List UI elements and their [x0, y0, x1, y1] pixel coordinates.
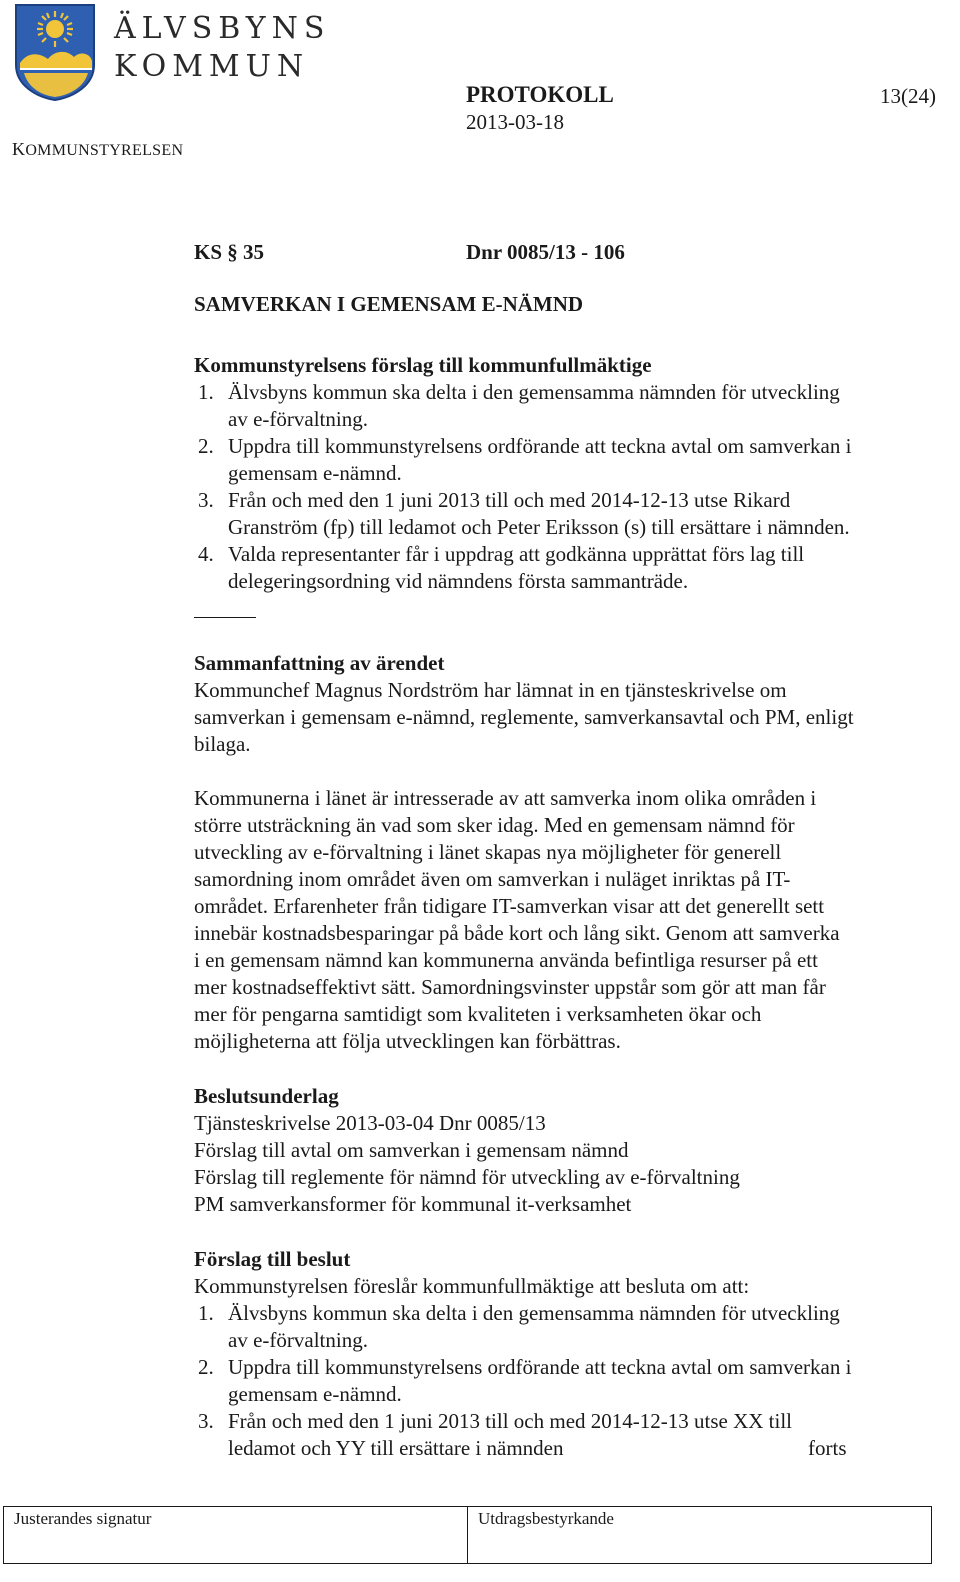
municipality-name-line-2: KOMMUN: [114, 49, 310, 84]
basis-line: Förslag till reglemente för nämnd för utveckling av e-förvaltning: [194, 1165, 740, 1189]
department-rest: OMMUNSTYRELSEN: [25, 142, 184, 159]
list-item-line: gemensam e-nämnd.: [228, 461, 402, 485]
paragraph-line: mer för pengarna samtidigt som kvaliteten i verksamheten ökar och: [194, 1002, 762, 1026]
decision-heading: Förslag till beslut: [194, 1247, 351, 1271]
paragraph-line: samverkan i gemensam e-nämnd, reglemente, samverkansavtal och PM, enligt: [194, 705, 854, 729]
municipality-name-line-1: ÄLVSBYNS: [114, 11, 331, 46]
list-item-line: Älvsbyns kommun ska delta i den gemensamma nämnden för utveckling: [228, 380, 840, 404]
list-number: 3.: [198, 1409, 214, 1433]
list-item-line: Älvsbyns kommun ska delta i den gemensamma nämnden för utveckling: [228, 1301, 840, 1325]
paragraph-line: möjligheterna att följa utvecklingen kan förbättras.: [194, 1029, 621, 1053]
coat-of-arms-logo: [14, 3, 96, 106]
basis-line: Tjänsteskrivelse 2013-03-04 Dnr 0085/13: [194, 1111, 546, 1135]
paragraph-line: bilaga.: [194, 732, 251, 756]
list-item-line: av e-förvaltning.: [228, 1328, 368, 1352]
case-number: KS § 35: [194, 240, 265, 264]
department-name: [12, 139, 183, 160]
basis-heading: Beslutsunderlag: [194, 1084, 339, 1108]
list-number: 4.: [198, 542, 214, 566]
basis-line: Förslag till avtal om samverkan i gemensam nämnd: [194, 1138, 629, 1162]
decision-intro: Kommunstyrelsen föreslår kommunfullmäktige att besluta om att:: [194, 1274, 750, 1298]
list-item-line: Granström (fp) till ledamot och Peter Eriksson (s) till ersättare i nämnden.: [228, 515, 850, 539]
certification-cell: [467, 1507, 931, 1563]
list-item-line: Uppdra till kommunstyrelsens ordförande att teckna avtal om samverkan i: [228, 434, 852, 458]
case-title: SAMVERKAN I GEMENSAM E-NÄMND: [194, 292, 584, 316]
department-initial: K: [12, 139, 26, 159]
paragraph-line: Kommunchef Magnus Nordström har lämnat in en tjänsteskrivelse om: [194, 678, 787, 702]
document-date: 2013-03-18: [466, 110, 564, 134]
signature-label: Justerandes signatur: [14, 1509, 152, 1528]
page-number: 13(24): [880, 84, 936, 108]
document-type: PROTOKOLL: [466, 82, 614, 107]
list-number: 1.: [198, 1301, 214, 1325]
list-item-line: gemensam e-nämnd.: [228, 1382, 402, 1406]
signature-table: [3, 1506, 932, 1564]
section-divider: [194, 617, 256, 618]
list-item-line: av e-förvaltning.: [228, 407, 368, 431]
basis-line: PM samverkansformer för kommunal it-verksamhet: [194, 1192, 632, 1216]
paragraph-line: större utsträckning än vad som sker idag. Med en gemensam nämnd för: [194, 813, 795, 837]
list-item-line: ledamot och YY till ersättare i nämnden: [228, 1436, 564, 1460]
list-number: 3.: [198, 488, 214, 512]
paragraph-line: mer kostnadseffektivt sätt. Samordningsvinster uppstår som gör att man får: [194, 975, 826, 999]
signature-cell: [4, 1507, 467, 1563]
paragraph-line: innebär kostnadsbesparingar på både kort och lång sikt. Genom att samverka: [194, 921, 840, 945]
proposal-heading: Kommunstyrelsens förslag till kommunfullmäktige: [194, 353, 652, 377]
list-number: 2.: [198, 1355, 214, 1379]
continued-marker: forts: [808, 1436, 847, 1460]
list-item-line: Valda representanter får i uppdrag att godkänna upprättat förs lag till: [228, 542, 805, 566]
paragraph-line: utveckling av e-förvaltning i länet skapas nya möjligheter för generell: [194, 840, 782, 864]
list-item-line: Uppdra till kommunstyrelsens ordförande att teckna avtal om samverkan i: [228, 1355, 852, 1379]
list-item-line: delegeringsordning vid nämndens första sammanträde.: [228, 569, 689, 593]
registration-number: Dnr 0085/13 - 106: [466, 240, 625, 264]
list-item-line: Från och med den 1 juni 2013 till och med 2014-12-13 utse Rikard: [228, 488, 791, 512]
paragraph-line: området. Erfarenheter från tidigare IT-samverkan visar att det generellt sett: [194, 894, 825, 918]
paragraph-line: i en gemensam nämnd kan kommunerna använda befintliga resurser på ett: [194, 948, 818, 972]
paragraph-line: samordning inom området även om samverkan i nuläget inriktas på IT-: [194, 867, 791, 891]
summary-heading: Sammanfattning av ärendet: [194, 651, 445, 675]
paragraph-line: Kommunerna i länet är intresserade av att samverka inom olika områden i: [194, 786, 817, 810]
certification-label: Utdragsbestyrkande: [478, 1509, 614, 1528]
list-number: 1.: [198, 380, 214, 404]
list-item-line: Från och med den 1 juni 2013 till och med 2014-12-13 utse XX till: [228, 1409, 793, 1433]
list-number: 2.: [198, 434, 214, 458]
